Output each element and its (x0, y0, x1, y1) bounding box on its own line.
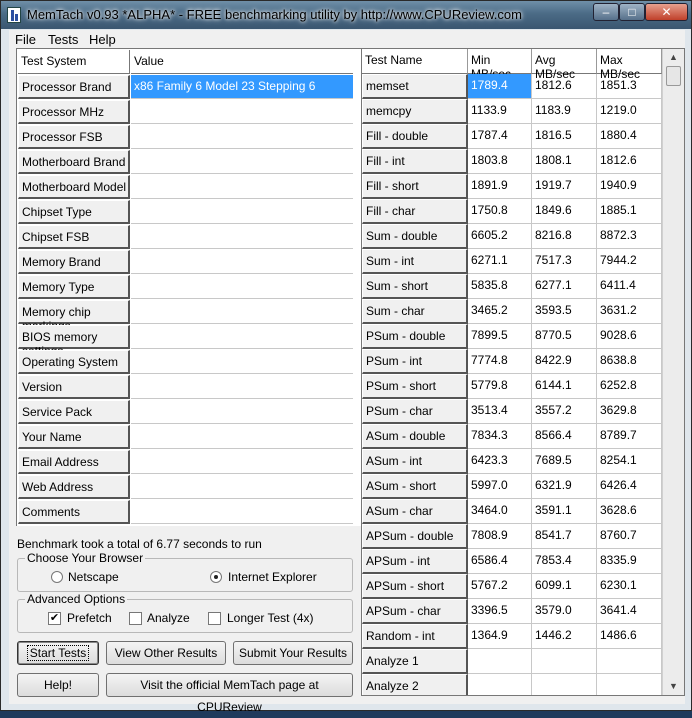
system-row[interactable] (17, 475, 362, 500)
result-min[interactable]: 5835.8 (468, 274, 532, 299)
system-row-value[interactable] (131, 375, 353, 399)
result-row[interactable] (362, 524, 662, 549)
result-test-name: PSum - int (362, 349, 468, 374)
system-row-label: BIOS memory (18, 325, 130, 349)
start-tests-label: Start Tests (27, 645, 89, 661)
system-row[interactable] (17, 250, 362, 275)
result-avg[interactable]: 8216.8 (532, 224, 597, 249)
result-max[interactable]: 6252.8 (597, 374, 662, 399)
result-test-name: Fill - double (362, 124, 468, 149)
result-test-name: memset (362, 74, 468, 99)
result-test-name: APSum - double (362, 524, 468, 549)
header-value: Value (131, 50, 353, 74)
result-max[interactable]: 6230.1 (597, 574, 662, 599)
result-min[interactable]: 7899.5 (468, 324, 532, 349)
result-min[interactable]: 1789.4 (468, 74, 532, 99)
result-avg[interactable]: 8566.4 (532, 424, 597, 449)
system-row[interactable] (17, 375, 362, 400)
system-row-value[interactable] (131, 250, 353, 274)
result-min[interactable]: 3513.4 (468, 399, 532, 424)
result-row[interactable] (362, 574, 662, 599)
result-avg[interactable]: 3579.0 (532, 599, 597, 624)
system-row[interactable] (17, 450, 362, 475)
system-grid-header (17, 50, 362, 74)
result-row[interactable] (362, 649, 662, 674)
menu-help[interactable]: Help (89, 32, 116, 47)
browser-group (17, 551, 353, 592)
result-row[interactable] (362, 274, 662, 299)
result-min[interactable]: 5997.0 (468, 474, 532, 499)
benchmark-duration-text: Benchmark took a total of 6.77 seconds to run (17, 537, 262, 551)
result-row[interactable] (362, 149, 662, 174)
header-test-system: Test System (18, 50, 130, 74)
system-row-label: Chipset FSB (18, 225, 130, 249)
maximize-button[interactable]: □ (619, 3, 645, 21)
result-test-name: PSum - char (362, 399, 468, 424)
result-max[interactable]: 1880.4 (597, 124, 662, 149)
result-test-name: APSum - short (362, 574, 468, 599)
system-row-value[interactable] (131, 225, 353, 249)
system-row[interactable] (17, 300, 362, 325)
result-min[interactable]: 7834.3 (468, 424, 532, 449)
radio-netscape[interactable] (51, 571, 63, 583)
result-max[interactable]: 6426.4 (597, 474, 662, 499)
result-max[interactable]: 3628.6 (597, 499, 662, 524)
result-test-name: Sum - short (362, 274, 468, 299)
header-avg: Avg MB/sec (532, 49, 597, 74)
result-test-name: APSum - int (362, 549, 468, 574)
result-test-name: Analyze 2 (362, 674, 468, 696)
system-row-label: Web Address (18, 475, 130, 499)
result-avg[interactable]: 1812.6 (532, 74, 597, 99)
result-min[interactable]: 1803.8 (468, 149, 532, 174)
result-row[interactable] (362, 74, 662, 99)
radio-internet-explorer[interactable] (210, 571, 222, 583)
system-info-grid[interactable] (16, 48, 362, 526)
result-test-name: Sum - int (362, 249, 468, 274)
result-min[interactable]: 1133.9 (468, 99, 532, 124)
results-grid[interactable] (361, 48, 685, 696)
scroll-thumb[interactable] (666, 66, 681, 86)
longer-test-label[interactable]: Longer Test (4x) (227, 611, 314, 625)
system-row-value[interactable] (131, 400, 353, 424)
result-min[interactable]: 5767.2 (468, 574, 532, 599)
result-test-name: Fill - int (362, 149, 468, 174)
result-avg[interactable]: 7517.3 (532, 249, 597, 274)
analyze-checkbox[interactable] (129, 612, 142, 625)
system-row-label: Motherboard Model (18, 175, 130, 199)
result-min[interactable]: 6271.1 (468, 249, 532, 274)
system-row-value[interactable] (131, 125, 353, 149)
system-row[interactable] (17, 425, 362, 450)
result-avg[interactable]: 6099.1 (532, 574, 597, 599)
header-max: Max MB/sec (597, 49, 662, 74)
system-row-value[interactable] (131, 175, 353, 199)
result-avg[interactable] (532, 649, 597, 674)
result-min[interactable] (468, 674, 532, 696)
system-row-label: Processor MHz (18, 100, 130, 124)
result-row[interactable] (362, 499, 662, 524)
result-avg[interactable]: 6144.1 (532, 374, 597, 399)
result-max[interactable]: 1851.3 (597, 74, 662, 99)
submit-results-button[interactable]: Submit Your Results (233, 641, 353, 665)
menu-bar (9, 30, 685, 48)
result-test-name: PSum - short (362, 374, 468, 399)
results-scrollbar[interactable] (662, 49, 684, 695)
result-test-name: ASum - double (362, 424, 468, 449)
result-test-name: ASum - char (362, 499, 468, 524)
system-row[interactable] (17, 275, 362, 300)
result-avg[interactable]: 7853.4 (532, 549, 597, 574)
view-other-results-button[interactable]: View Other Results (106, 641, 226, 665)
result-avg[interactable]: 7689.5 (532, 449, 597, 474)
result-avg[interactable]: 3591.1 (532, 499, 597, 524)
result-max[interactable]: 1486.6 (597, 624, 662, 649)
prefetch-label[interactable]: Prefetch (67, 611, 112, 625)
scroll-down-icon[interactable]: ▼ (669, 681, 678, 691)
result-max[interactable]: 3629.8 (597, 399, 662, 424)
advanced-options-group (17, 592, 353, 633)
system-row-label: Processor Brand (18, 75, 130, 99)
result-avg[interactable]: 8770.5 (532, 324, 597, 349)
result-min[interactable]: 1750.8 (468, 199, 532, 224)
result-test-name: Sum - char (362, 299, 468, 324)
system-row-value[interactable] (131, 200, 353, 224)
system-row[interactable] (17, 350, 362, 375)
result-max[interactable]: 1812.6 (597, 149, 662, 174)
result-test-name: PSum - double (362, 324, 468, 349)
system-row-label: Your Name (18, 425, 130, 449)
system-row-label: Operating System (18, 350, 130, 374)
result-row[interactable] (362, 349, 662, 374)
system-row-value[interactable] (131, 325, 353, 349)
result-avg[interactable] (532, 674, 597, 696)
result-min[interactable]: 7774.8 (468, 349, 532, 374)
analyze-label[interactable]: Analyze (147, 611, 190, 625)
result-row[interactable] (362, 299, 662, 324)
result-max[interactable]: 8638.8 (597, 349, 662, 374)
result-row[interactable] (362, 374, 662, 399)
result-row[interactable] (362, 399, 662, 424)
system-row-label: Service Pack (18, 400, 130, 424)
system-row[interactable] (17, 500, 362, 525)
result-min[interactable]: 6586.4 (468, 549, 532, 574)
internet-explorer-label[interactable]: Internet Explorer (228, 570, 317, 584)
system-row-label: Processor FSB (18, 125, 130, 149)
client-area (9, 48, 685, 714)
result-row[interactable] (362, 624, 662, 649)
result-min[interactable]: 3465.2 (468, 299, 532, 324)
browser-group-label: Choose Your Browser (27, 551, 144, 565)
result-row[interactable] (362, 674, 662, 696)
result-min[interactable] (468, 649, 532, 674)
system-row[interactable] (17, 400, 362, 425)
system-row-label: Memory chip (18, 300, 130, 324)
result-min[interactable]: 3464.0 (468, 499, 532, 524)
system-row-value[interactable] (131, 300, 353, 324)
result-min[interactable]: 1891.9 (468, 174, 532, 199)
result-row[interactable] (362, 424, 662, 449)
result-min[interactable]: 6423.3 (468, 449, 532, 474)
system-row[interactable] (17, 100, 362, 125)
app-icon (7, 7, 21, 23)
system-row[interactable] (17, 225, 362, 250)
system-row[interactable] (17, 200, 362, 225)
longer-test-checkbox[interactable] (208, 612, 221, 625)
result-row[interactable] (362, 199, 662, 224)
prefetch-checkbox[interactable]: ✔ (49, 612, 60, 624)
result-avg[interactable]: 6277.1 (532, 274, 597, 299)
menu-file[interactable]: File (15, 32, 36, 47)
system-row-value[interactable] (131, 425, 353, 449)
result-avg[interactable]: 8541.7 (532, 524, 597, 549)
result-avg[interactable]: 3557.2 (532, 399, 597, 424)
system-row-value[interactable] (131, 475, 353, 499)
result-test-name: ASum - int (362, 449, 468, 474)
result-max[interactable]: 8872.3 (597, 224, 662, 249)
result-min[interactable]: 7808.9 (468, 524, 532, 549)
result-avg[interactable]: 1816.5 (532, 124, 597, 149)
result-test-name: APSum - char (362, 599, 468, 624)
result-max[interactable] (597, 674, 662, 696)
result-min[interactable]: 6605.2 (468, 224, 532, 249)
close-button[interactable]: ✕ (645, 3, 688, 21)
result-min[interactable]: 3396.5 (468, 599, 532, 624)
result-row[interactable] (362, 249, 662, 274)
system-row-label: Comments (18, 500, 130, 524)
minimize-button[interactable]: – (593, 3, 619, 21)
start-tests-button[interactable] (17, 641, 99, 665)
results-grid-header (362, 49, 662, 81)
system-row[interactable] (17, 175, 362, 200)
header-test-name: Test Name (362, 49, 468, 74)
result-test-name: ASum - short (362, 474, 468, 499)
result-max[interactable]: 1940.9 (597, 174, 662, 199)
help-button[interactable]: Help! (17, 673, 99, 697)
result-max[interactable]: 7944.2 (597, 249, 662, 274)
system-row-value[interactable] (131, 350, 353, 374)
result-row[interactable] (362, 99, 662, 124)
system-row-label: Memory Type (18, 275, 130, 299)
result-min[interactable]: 1787.4 (468, 124, 532, 149)
result-avg[interactable]: 6321.9 (532, 474, 597, 499)
result-min[interactable]: 1364.9 (468, 624, 532, 649)
netscape-label[interactable]: Netscape (68, 570, 119, 584)
result-min[interactable]: 5779.8 (468, 374, 532, 399)
title-bar[interactable] (1, 1, 691, 29)
system-row-label: Chipset Type (18, 200, 130, 224)
system-row-value[interactable] (131, 275, 353, 299)
result-row[interactable] (362, 474, 662, 499)
system-row-value[interactable] (131, 500, 353, 524)
system-row-value[interactable] (131, 450, 353, 474)
result-avg[interactable]: 1446.2 (532, 624, 597, 649)
system-row-label: Memory Brand (18, 250, 130, 274)
system-row-label: Email Address (18, 450, 130, 474)
result-max[interactable]: 1219.0 (597, 99, 662, 124)
scroll-up-icon[interactable]: ▲ (669, 52, 678, 62)
menu-tests[interactable]: Tests (48, 32, 79, 47)
window-title: MemTach v0.93 *ALPHA* - FREE benchmarking utility by http://www.CPUReview.com (27, 7, 522, 22)
result-max[interactable]: 8335.9 (597, 549, 662, 574)
system-row[interactable] (17, 150, 362, 175)
result-max[interactable] (597, 649, 662, 674)
result-row[interactable] (362, 549, 662, 574)
advanced-options-label: Advanced Options (27, 592, 126, 606)
result-test-name: memcpy (362, 99, 468, 124)
result-avg[interactable]: 1919.7 (532, 174, 597, 199)
result-max[interactable]: 3631.2 (597, 299, 662, 324)
result-max[interactable]: 8789.7 (597, 424, 662, 449)
system-row-label: Motherboard Brand (18, 150, 130, 174)
result-max[interactable]: 8760.7 (597, 524, 662, 549)
result-avg[interactable]: 1849.6 (532, 199, 597, 224)
system-row-value[interactable]: x86 Family 6 Model 23 Stepping 6 (131, 75, 353, 99)
system-row-label: Version (18, 375, 130, 399)
result-max[interactable]: 8254.1 (597, 449, 662, 474)
system-row-value[interactable] (131, 150, 353, 174)
system-row[interactable] (17, 75, 362, 100)
result-row[interactable] (362, 599, 662, 624)
result-avg[interactable]: 8422.9 (532, 349, 597, 374)
result-test-name: Fill - short (362, 174, 468, 199)
result-test-name: Fill - char (362, 199, 468, 224)
result-max[interactable]: 9028.6 (597, 324, 662, 349)
result-test-name: Analyze 1 (362, 649, 468, 674)
result-avg[interactable]: 1808.1 (532, 149, 597, 174)
result-max[interactable]: 3641.4 (597, 599, 662, 624)
result-max[interactable]: 6411.4 (597, 274, 662, 299)
visit-memtach-page-button[interactable]: Visit the official MemTach page at CPUReview (106, 673, 353, 697)
result-test-name: Sum - double (362, 224, 468, 249)
header-min: Min (468, 49, 532, 74)
result-max[interactable]: 1885.1 (597, 199, 662, 224)
result-test-name: Random - int (362, 624, 468, 649)
system-row[interactable] (17, 125, 362, 150)
result-row[interactable] (362, 174, 662, 199)
result-row[interactable] (362, 124, 662, 149)
result-avg[interactable]: 3593.5 (532, 299, 597, 324)
result-row[interactable] (362, 224, 662, 249)
result-avg[interactable]: 1183.9 (532, 99, 597, 124)
system-row-value[interactable] (131, 100, 353, 124)
system-row[interactable] (17, 325, 362, 350)
result-row[interactable] (362, 324, 662, 349)
result-row[interactable] (362, 449, 662, 474)
